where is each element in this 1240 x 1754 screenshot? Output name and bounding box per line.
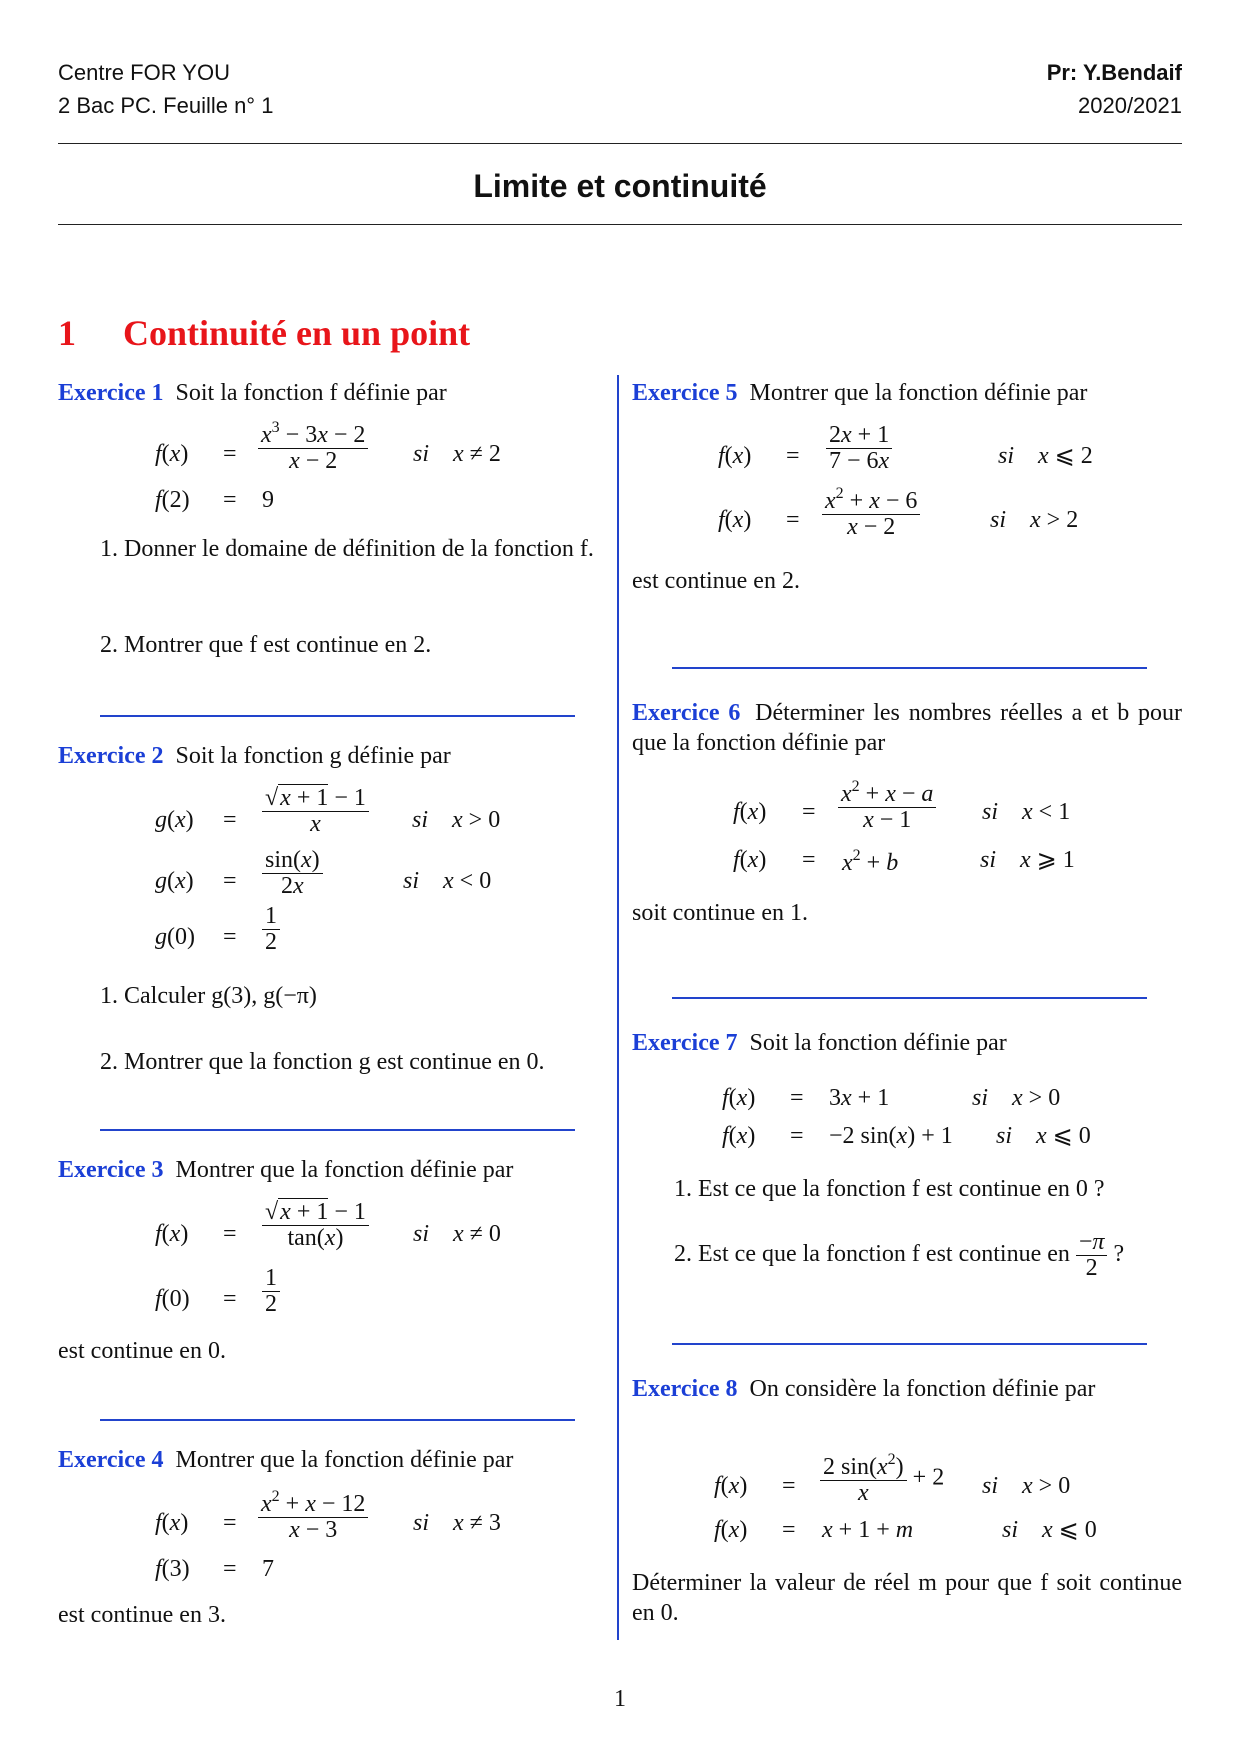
ex2-eq1-rhs: $\frac{√x + 1 - 1}{x}$ <box>262 786 369 837</box>
ex7-question-2-row: 2. Est ce que la fonction f est continue en $\frac{-\pi}{2}$ ? <box>674 1229 1125 1282</box>
ex8-eq2-rhs: x + 1 + m <box>822 1517 914 1543</box>
exercise-8-intro: On considère la fonction définie par <box>749 1376 1096 1402</box>
ex2-eq3-rhs: $\frac{1}{2}$ <box>262 904 280 955</box>
ex6-conclusion: soit continue en 1. <box>632 900 808 926</box>
ex2-eq3-eq: = <box>223 924 237 950</box>
ex2-eq2-lhs: g(x) <box>155 868 194 894</box>
ex1-eq1-cond: si x ≠ 2 <box>413 441 501 467</box>
exercise-5-label: Exercice 5 <box>632 380 738 406</box>
teacher-name: Pr: Y.Bendaif <box>1046 60 1182 85</box>
exercise-2-statement <box>58 741 451 771</box>
exercise-4-statement <box>58 1445 513 1475</box>
ex5-conclusion: est continue en 2. <box>632 568 800 594</box>
title-rule <box>58 224 1182 225</box>
exercise-2-label: Exercice 2 <box>58 743 164 769</box>
ex2-eq2-rhs: $\frac{\sin(x)}{2x}$ <box>262 848 323 899</box>
separator <box>672 1343 1147 1345</box>
ex8-eq2-eq: = <box>782 1517 796 1543</box>
ex8-eq1-lhs: f(x) <box>714 1473 748 1499</box>
ex7-eq1-rhs: 3x + 1 <box>829 1085 890 1111</box>
exercise-1-statement <box>58 378 603 408</box>
ex2-question-1: 1. Calculer g(3), g(−π) <box>100 983 317 1009</box>
ex6-eq1-rhs: $\frac{x^2 + x - a}{x - 1}$ <box>838 779 936 833</box>
exercise-2-intro: Soit la fonction g définie par <box>175 743 451 769</box>
exercise-1-intro: Soit la fonction f définie par <box>175 380 447 406</box>
ex2-question-2: 2. Montrer que la fonction g est continue en 0. <box>100 1049 545 1075</box>
ex1-eq2-rhs: 9 <box>262 487 274 513</box>
ex1-eq1-lhs: f(x) <box>155 441 189 467</box>
ex7-eq2-eq: = <box>790 1123 804 1149</box>
ex4-eq1-cond: si x ≠ 3 <box>413 1510 501 1536</box>
ex2-eq1-lhs: g(x) <box>155 807 194 833</box>
ex5-eq2-eq: = <box>786 507 800 533</box>
exercise-8-statement <box>632 1374 1095 1404</box>
ex4-eq2-lhs: f(3) <box>155 1556 190 1582</box>
ex6-eq2-eq: = <box>802 847 816 873</box>
ex6-eq1-lhs: f(x) <box>733 799 767 825</box>
ex5-eq1-cond: si x ⩽ 2 <box>998 443 1093 469</box>
exercise-4-intro: Montrer que la fonction définie par <box>175 1447 514 1473</box>
ex7-eq2-lhs: f(x) <box>722 1123 756 1149</box>
exercise-3-statement <box>58 1155 513 1185</box>
separator <box>100 715 575 717</box>
ex5-eq2-lhs: f(x) <box>718 507 752 533</box>
column-divider <box>617 375 619 1640</box>
class-sheet: 2 Bac PC. Feuille n° 1 <box>58 93 274 118</box>
ex7-question-1: 1. Est ce que la fonction f est continue en 0 ? <box>674 1176 1105 1202</box>
exercise-7-statement <box>632 1028 1007 1058</box>
exercise-5-statement <box>632 378 1087 408</box>
exercise-6-label: Exercice 6 <box>632 700 741 726</box>
ex2-eq2-cond: si x < 0 <box>403 868 492 894</box>
exercise-7-label: Exercice 7 <box>632 1030 738 1056</box>
ex1-question-2: 2. Montrer que f est continue en 2. <box>100 632 432 658</box>
exercise-6-intro: Déterminer les nombres réelles a et b pour que la fonction définie par <box>632 700 1182 756</box>
separator <box>672 667 1147 669</box>
ex6-eq2-lhs: f(x) <box>733 847 767 873</box>
section-heading <box>58 312 470 354</box>
ex3-eq2-lhs: f(0) <box>155 1286 190 1312</box>
exercise-3-intro: Montrer que la fonction définie par <box>175 1157 514 1183</box>
ex6-eq2-rhs: $x^2 + b$ <box>842 847 899 876</box>
ex3-eq2-rhs: $\frac{1}{2}$ <box>262 1266 280 1317</box>
ex8-conclusion: Déterminer la valeur de réel m pour que f soit continue en 0. <box>632 1570 1182 1626</box>
separator <box>100 1419 575 1421</box>
ex7-eq1-lhs: f(x) <box>722 1085 756 1111</box>
ex7-question-2: 2. Est ce que la fonction f est continue en <box>674 1241 1070 1268</box>
ex4-eq2-rhs: 7 <box>262 1556 274 1582</box>
ex5-eq2-cond: si x > 2 <box>990 507 1079 533</box>
ex8-eq1-rhs: $\frac{2 \sin(x^2)}{x}$ + 2 <box>820 1452 944 1506</box>
ex1-eq1-rhs: $\frac{x^3 - 3x - 2}{x - 2}$ <box>258 420 368 474</box>
exercise-6-statement <box>632 698 1182 758</box>
centre-name: Centre FOR YOU <box>58 60 230 85</box>
ex3-eq1-eq: = <box>223 1221 237 1247</box>
ex2-eq1-cond: si x > 0 <box>412 807 501 833</box>
ex6-eq1-eq: = <box>802 799 816 825</box>
ex3-eq1-cond: si x ≠ 0 <box>413 1221 501 1247</box>
ex7-eq2-cond: si x ⩽ 0 <box>996 1123 1091 1149</box>
ex8-eq1-eq: = <box>782 1473 796 1499</box>
page-number: 1 <box>614 1686 626 1712</box>
exercise-5-intro: Montrer que la fonction définie par <box>749 380 1088 406</box>
ex2-eq1-eq: = <box>223 807 237 833</box>
page-title: Limite et continuité <box>473 168 767 204</box>
exercise-3-label: Exercice 3 <box>58 1157 164 1183</box>
exercise-4-label: Exercice 4 <box>58 1447 164 1473</box>
ex8-eq2-cond: si x ⩽ 0 <box>1002 1517 1097 1543</box>
ex3-conclusion: est continue en 0. <box>58 1338 226 1364</box>
ex7-eq1-eq: = <box>790 1085 804 1111</box>
header-rule <box>58 143 1182 144</box>
section-title: Continuité en un point <box>123 313 471 353</box>
ex5-eq1-rhs: $\frac{2x + 1}{7 - 6x}$ <box>826 423 892 474</box>
ex4-eq2-eq: = <box>223 1556 237 1582</box>
ex2-eq2-eq: = <box>223 868 237 894</box>
ex8-eq1-cond: si x > 0 <box>982 1473 1071 1499</box>
ex4-eq1-rhs: $\frac{x^2 + x - 12}{x - 3}$ <box>258 1489 368 1543</box>
ex4-conclusion: est continue en 3. <box>58 1602 226 1628</box>
ex1-eq2-lhs: f(2) <box>155 487 190 513</box>
section-number: 1 <box>58 313 76 353</box>
ex6-eq1-cond: si x < 1 <box>982 799 1071 825</box>
ex2-eq3-lhs: g(0) <box>155 924 195 950</box>
separator <box>672 997 1147 999</box>
ex6-eq2-cond: si x ⩾ 1 <box>980 847 1075 873</box>
exercise-8-label: Exercice 8 <box>632 1376 738 1402</box>
ex3-eq2-eq: = <box>223 1286 237 1312</box>
ex4-eq1-eq: = <box>223 1510 237 1536</box>
ex1-question-1: 1. Donner le domaine de définition de la fonction f. <box>100 536 594 562</box>
school-year: 2020/2021 <box>1078 93 1182 118</box>
ex7-fraction: $\frac{-\pi}{2}$ <box>1076 1230 1108 1281</box>
ex7-eq2-rhs: −2 sin(x) + 1 <box>829 1123 953 1149</box>
ex5-eq2-rhs: $\frac{x^2 + x - 6}{x - 2}$ <box>822 486 920 540</box>
separator <box>100 1129 575 1131</box>
ex3-eq1-lhs: f(x) <box>155 1221 189 1247</box>
ex3-eq1-rhs: $\frac{√x + 1 - 1}{\tan(x)}$ <box>262 1200 369 1251</box>
ex4-eq1-lhs: f(x) <box>155 1510 189 1536</box>
ex1-eq1-eq: = <box>223 441 237 467</box>
ex7-eq1-cond: si x > 0 <box>972 1085 1061 1111</box>
ex5-eq1-lhs: f(x) <box>718 443 752 469</box>
ex1-eq2-eq: = <box>223 487 237 513</box>
ex8-eq2-lhs: f(x) <box>714 1517 748 1543</box>
exercise-1-label: Exercice 1 <box>58 380 164 406</box>
exercise-7-intro: Soit la fonction définie par <box>749 1030 1007 1056</box>
ex5-eq1-eq: = <box>786 443 800 469</box>
